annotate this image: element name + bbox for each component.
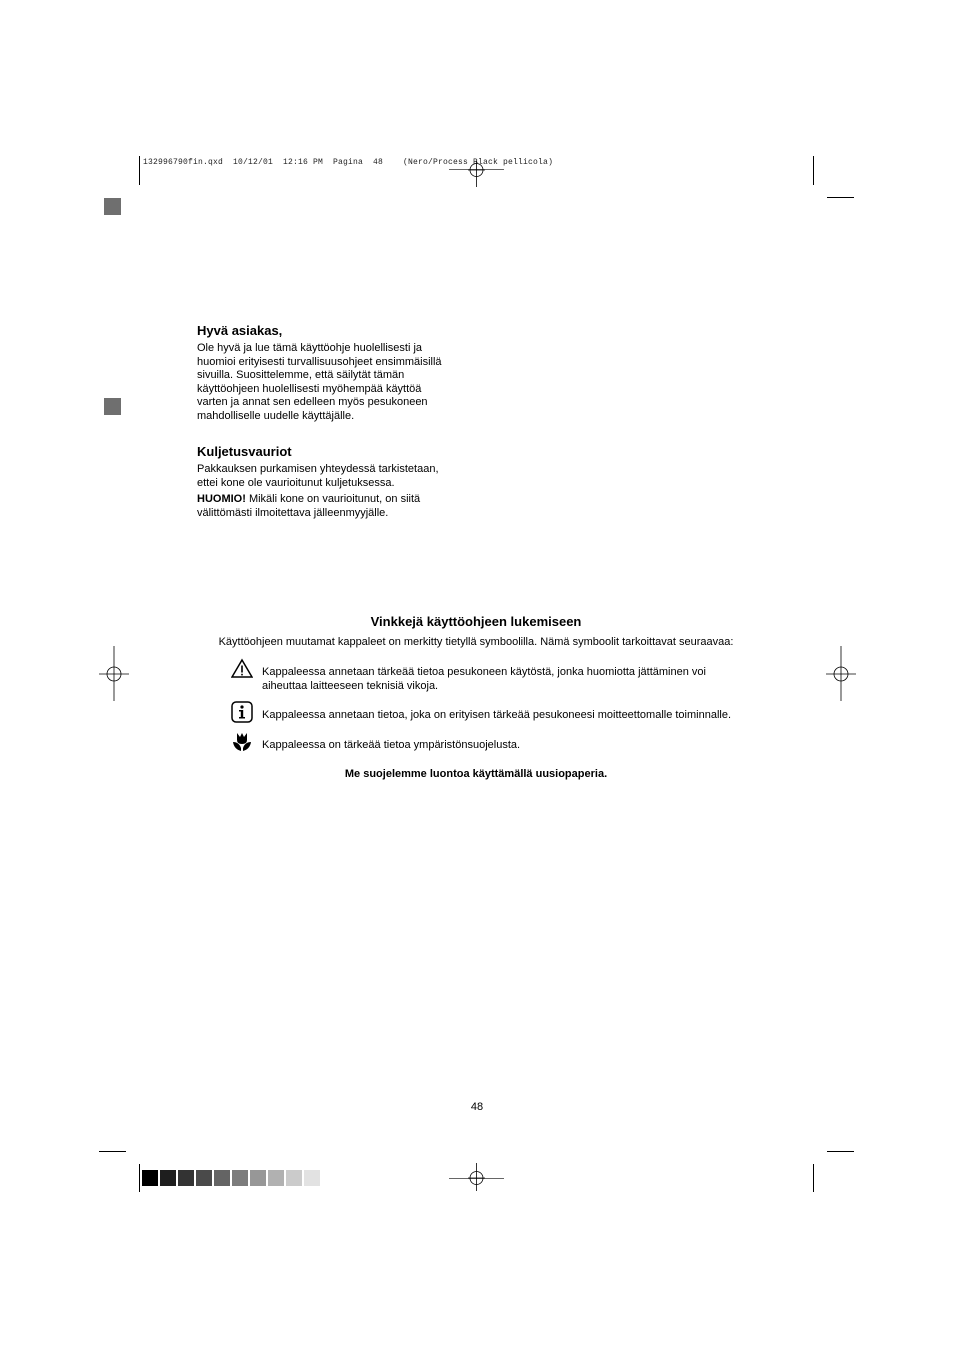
crop-mark [813, 156, 814, 185]
paragraph-line: huomioi erityisesti turvallisuusohjeet ensimmäisillä [197, 355, 442, 368]
paragraph-line: mahdolliselle uudelle käyttäjälle. [197, 409, 355, 422]
paragraph-line: varten ja annat sen edelleen myös pesukoneen [197, 396, 428, 409]
crop-mark [139, 156, 140, 185]
registration-mark-bottom [468, 1163, 485, 1191]
paragraph-line: Pakkauksen purkamisen yhteydessä tarkistetaan, [197, 463, 439, 475]
paragraph-line: sivuilla. Suosittelemme, että säilytät tämän [197, 369, 405, 382]
color-swatch [160, 1170, 176, 1186]
color-swatch [286, 1170, 302, 1186]
section-heading: Hyvä asiakas, [197, 323, 283, 338]
warning-paragraph [197, 493, 462, 507]
recycled-paper-note [200, 768, 752, 782]
paragraph-line: ettei kone ole vaurioitunut kuljetuksessa. [197, 476, 395, 489]
symbol-row-info [231, 701, 771, 723]
page-number: 48 [470, 1101, 484, 1113]
color-swatch [304, 1170, 320, 1186]
symbol-description: Kappaleessa on tärkeää tietoa ympäristönsuojelusta. [262, 739, 521, 751]
paragraph-line: välittömästi ilmoitettava jälleenmyyjälle. [197, 506, 389, 519]
crop-mark [813, 1164, 814, 1192]
warning-text: Mikäli kone on vaurioitunut, on siitä [245, 493, 421, 506]
section-reading-tips [200, 614, 752, 650]
crop-mark [827, 197, 854, 198]
section-transport-damage [197, 444, 462, 520]
color-swatch [142, 1170, 158, 1186]
symbol-row-warning [231, 658, 771, 693]
symbol-description: aiheuttaa laitteeseen teknisiä vikoja. [262, 680, 439, 692]
color-swatch [232, 1170, 248, 1186]
crop-mark [99, 1151, 126, 1152]
crop-mark [827, 1151, 854, 1152]
color-swatch [214, 1170, 230, 1186]
environment-flower-icon [231, 731, 253, 753]
symbol-row-environment [231, 731, 771, 753]
color-swatch [250, 1170, 266, 1186]
section-heading: Kuljetusvauriot [197, 444, 292, 459]
paragraph-line: Ole hyvä ja lue tämä käyttöohje huolellisesti ja [197, 342, 423, 354]
paragraph-line: käyttöohjeen huolellisesti myöhempää käyttöä [197, 382, 422, 395]
margin-square [104, 398, 121, 415]
registration-mark-left [99, 646, 129, 701]
recycle-note-text: Me suojelemme luontoa käyttämällä uusiopaperia. [344, 768, 608, 780]
info-icon [231, 701, 253, 723]
symbol-description: Kappaleessa annetaan tärkeää tietoa pesukoneen käytöstä, jonka huomiotta jättäminen voi [262, 666, 706, 678]
symbol-description: Kappaleessa annetaan tietoa, joka on erityisen tärkeää pesukoneesi moitteettomalle toiminnalle. [262, 709, 732, 721]
warning-triangle-icon [231, 658, 253, 680]
section-heading: Vinkkejä käyttöohjeen lukemiseen [370, 614, 582, 629]
registration-mark-right [826, 646, 856, 701]
color-swatch [178, 1170, 194, 1186]
registration-mark-top [468, 161, 485, 187]
intro-text: Käyttöohjeen muutamat kappaleet on merkitty tietyllä symboolilla. Nämä symboolit tarkoittavat seuraavaa: [218, 636, 734, 648]
color-swatch [268, 1170, 284, 1186]
section-dear-customer [197, 323, 462, 424]
crop-mark [139, 1164, 140, 1192]
color-swatch [196, 1170, 212, 1186]
warning-label: HUOMIO! [197, 493, 246, 506]
print-slug: 132996790fin.qxd 10/12/01 12:16 PM Pagina 48 (Nero/Process Black pellicola) [143, 158, 554, 167]
margin-square [104, 198, 121, 215]
